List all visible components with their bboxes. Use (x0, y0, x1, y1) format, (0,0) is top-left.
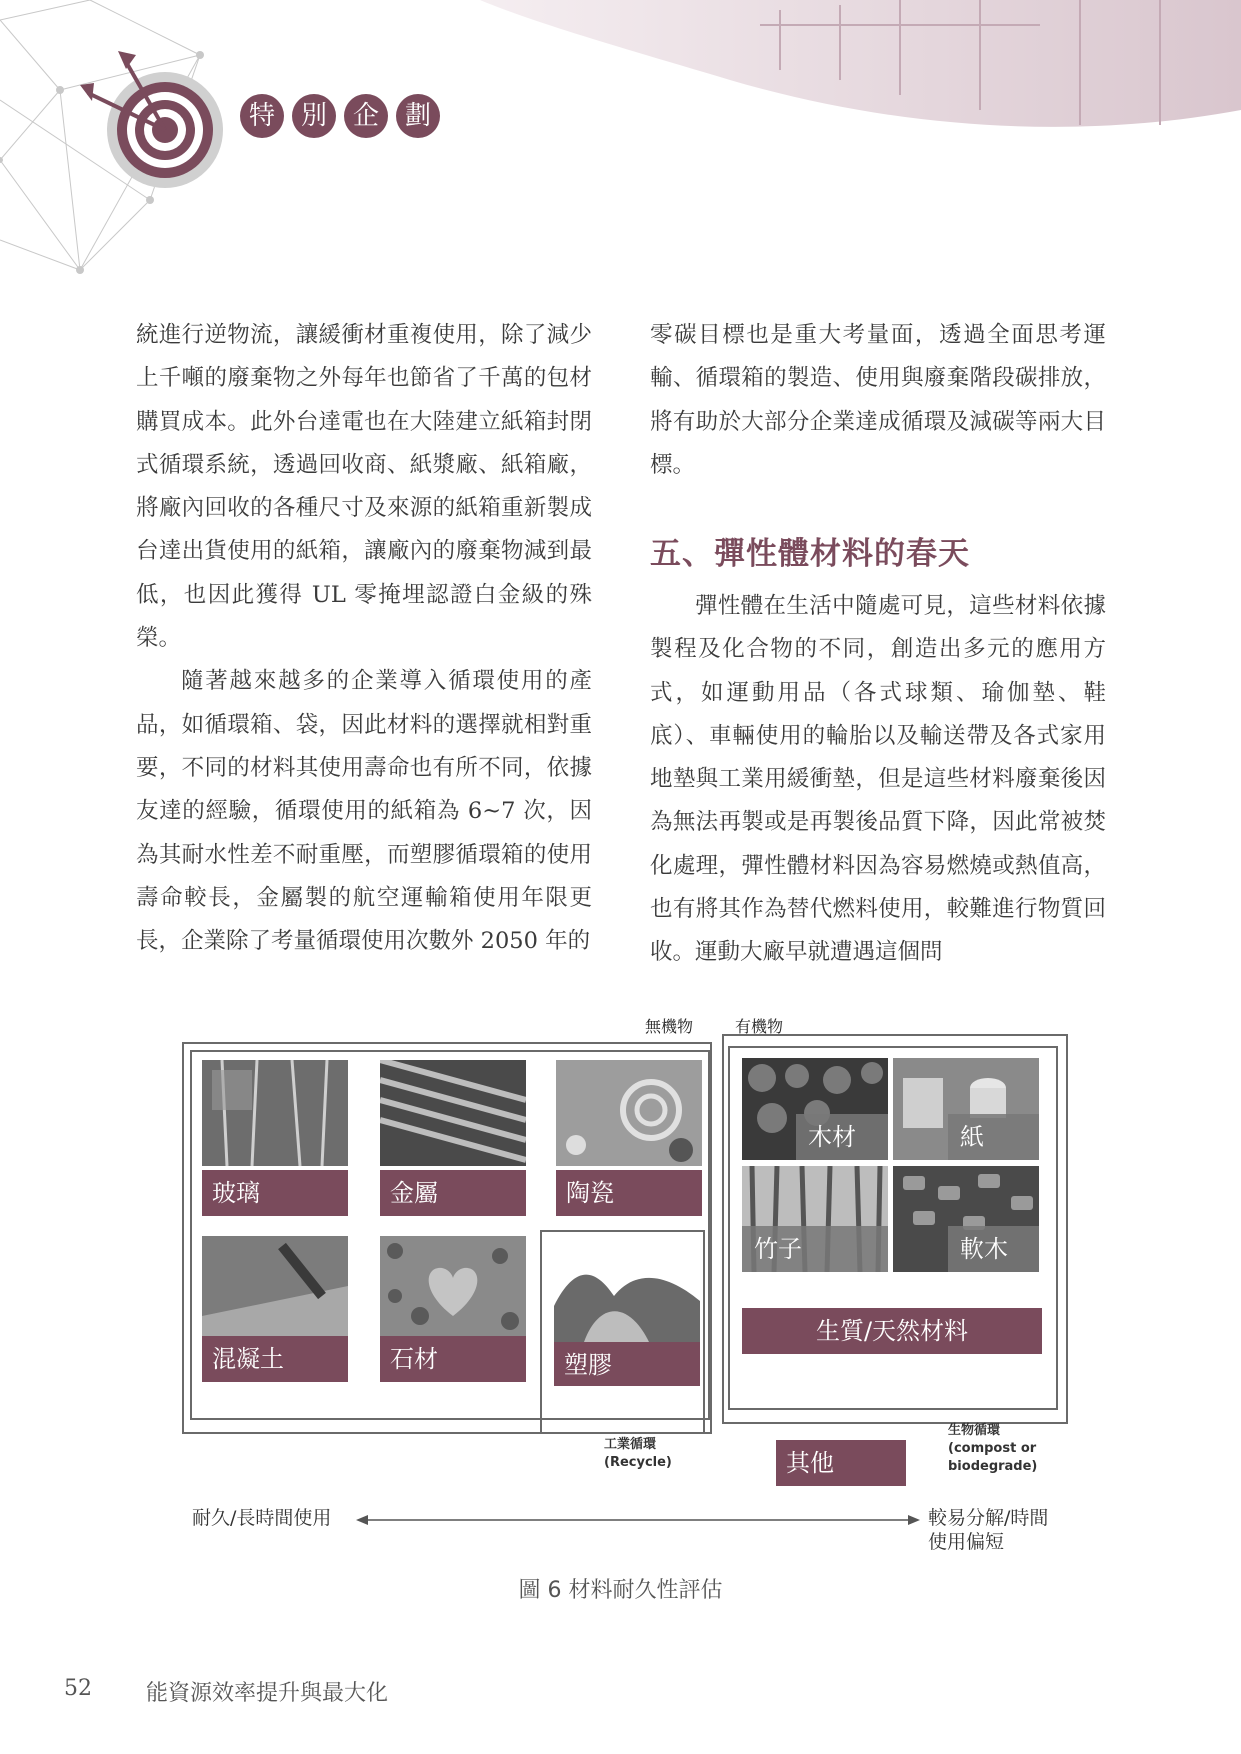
stone-image (380, 1236, 526, 1342)
publication-title: 能資源效率提升與最大化 (146, 1681, 389, 1706)
industrial-cycle-label: 工業循環 (604, 1437, 657, 1452)
metal-tile (380, 1060, 526, 1166)
durability-arrow (356, 1512, 920, 1528)
right-paragraph-2: 彈性體在生活中隨處可見，這些材料依據製程及化合物的不同，創造出多元的應用方式，如運動用品（各式球類、瑜伽墊、鞋底）、車輛使用的輪胎以及輸送帶及各式家用地墊與工業用緩衝墊，但是這些材料廢棄後因為無法再製或是再製後品質下降，因此常被焚化處理，彈性體材料因為容易燃燒或熱值高，也有將其作為替代燃料使用，較難進行物質回收。運動大廠早就遭遇這個問 (650, 593, 1106, 966)
metal-image (380, 1060, 526, 1166)
wood-label: 木材 (796, 1114, 888, 1160)
page-number: 52 (64, 1676, 92, 1701)
materials-figure (0, 1000, 1241, 1600)
bamboo-label: 竹子 (742, 1226, 888, 1272)
header-badge-2: 別 (292, 94, 336, 138)
left-paragraph-1: 統進行逆物流，讓緩衝材重複使用，除了減少上千噸的廢棄物之外每年也節省了千萬的包材購買成本。此外台達電也在大陸建立紙箱封閉式循環系統，透過回收商、紙漿廠、紙箱廠，將廠內回收的各種尺寸及來源的紙箱重新製成台達出貨使用的紙箱，讓廠內的廢棄物減到最低，也因此獲得 UL 零掩埋認證白金級的殊榮。 (136, 322, 592, 652)
glass-tile (202, 1060, 348, 1166)
right-column-bottom (650, 585, 1106, 975)
concrete-label: 混凝土 (202, 1336, 348, 1382)
plastic-label: 塑膠 (554, 1342, 700, 1386)
left-paragraph-2: 隨著越來越多的企業導入循環使用的產品，如循環箱、袋，因此材料的選擇就相對重要，不同的材料其使用壽命也有所不同，依據友達的經驗，循環使用的紙箱為 6~7 次，因為其耐水性差不耐重壓，而塑膠循環箱的使用壽命較長，金屬製的航空運輸箱使用年限更長，企業除了考量循環使用次數外 2050 年的 (136, 668, 592, 955)
header-badge-1: 特 (240, 94, 284, 138)
concrete-tile (202, 1236, 348, 1342)
left-column (136, 314, 592, 963)
stone-label: 石材 (380, 1336, 526, 1382)
axis-left-label: 耐久/長時間使用 (192, 1507, 332, 1529)
cork-label: 軟木 (948, 1226, 1039, 1272)
figure-caption: 圖 6 材料耐久性評估 (518, 1578, 723, 1603)
glass-label: 玻璃 (202, 1170, 348, 1216)
axis-right-label-1: 較易分解/時間 (928, 1507, 1049, 1529)
stone-tile (380, 1236, 526, 1342)
glass-image (202, 1060, 348, 1166)
natural-materials-label: 生質/天然材料 (742, 1308, 1042, 1354)
concrete-image (202, 1236, 348, 1342)
paper-label: 紙 (948, 1114, 1039, 1160)
header-badge-3: 企 (344, 94, 388, 138)
inorganic-label: 無機物 (645, 1017, 694, 1036)
target-arrow-icon (80, 45, 230, 195)
right-column-top (650, 314, 1106, 487)
plastic-image (554, 1246, 700, 1342)
industrial-cycle-en: (Recycle) (604, 1455, 672, 1470)
bio-cycle-en-2: biodegrade) (948, 1459, 1038, 1474)
bio-cycle-en-1: (compost or (948, 1441, 1037, 1456)
metal-label: 金屬 (380, 1170, 526, 1216)
port-banner-image (480, 0, 1241, 140)
axis-right-label-2: 使用偏短 (928, 1531, 1005, 1553)
ceramic-label: 陶瓷 (556, 1170, 702, 1216)
other-label: 其他 (776, 1440, 906, 1486)
right-paragraph-1: 零碳目標也是重大考量面，透過全面思考運輸、循環箱的製造、使用與廢棄階段碳排放，將有助於大部分企業達成循環及減碳等兩大目標。 (650, 322, 1106, 478)
ceramic-tile (556, 1060, 702, 1166)
header-badge-4: 劃 (396, 94, 440, 138)
section-heading: 五、彈性體材料的春天 (650, 536, 970, 572)
plastic-tile (554, 1246, 700, 1342)
bio-cycle-label: 生物循環 (948, 1423, 1001, 1438)
ceramic-image (556, 1060, 702, 1166)
organic-label: 有機物 (735, 1017, 784, 1036)
